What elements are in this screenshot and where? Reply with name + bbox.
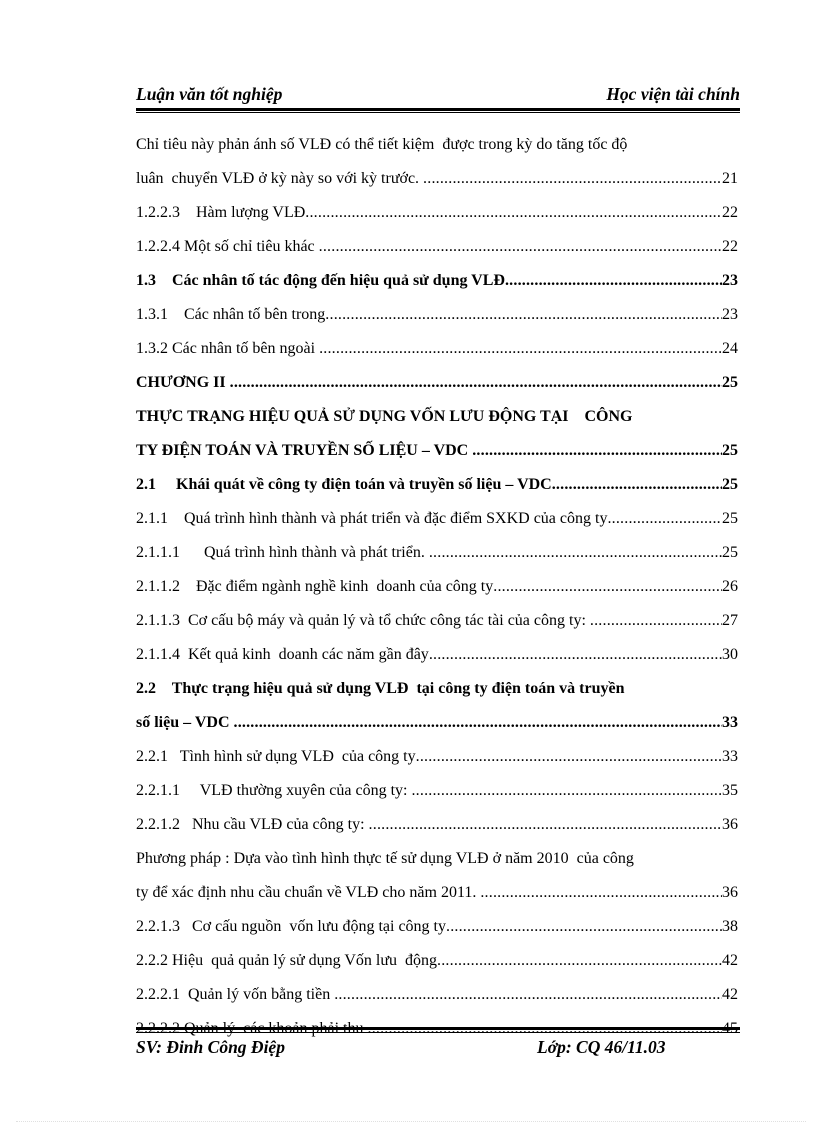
toc-entry-title: 2.1.1 Quá trình hình thành và phát triển và đặc điểm SXKD của công ty: [136, 510, 608, 527]
toc-dot-leader: [429, 536, 722, 570]
toc-page-number: 22: [722, 204, 738, 221]
toc-page-number: 25: [722, 374, 738, 391]
toc-entry[interactable]: [136, 400, 738, 434]
toc-dot-leader: [446, 910, 722, 944]
toc-entry-title: 2.2.1.3 Cơ cấu nguồn vốn lưu động tại công ty: [136, 918, 446, 935]
toc-entry[interactable]: [136, 842, 738, 876]
header-institution: Học viện tài chính: [606, 84, 740, 104]
toc-entry-title: Chỉ tiêu này phản ánh số VLĐ có thể tiết kiệm được trong kỳ do tăng tốc độ: [136, 136, 628, 153]
toc-entry[interactable]: [136, 196, 738, 230]
toc-page-number: 25: [722, 442, 738, 459]
toc-dot-leader: [472, 434, 722, 468]
footer-rule-thick: [136, 1027, 740, 1030]
toc-dot-leader: [505, 264, 722, 298]
toc-page-number: 23: [722, 306, 738, 323]
toc-dot-leader: [319, 332, 722, 366]
toc-entry-title: 2.1.1.4 Kết quả kinh doanh các năm gần đây: [136, 646, 429, 663]
header-thesis-title: Luận văn tốt nghiệp: [136, 84, 283, 104]
toc-entry-title: 1.3.1 Các nhân tố bên trong: [136, 306, 326, 323]
toc-dot-leader: [480, 876, 722, 910]
toc-page-number: 24: [722, 340, 738, 357]
toc-dot-leader: [411, 774, 722, 808]
toc-entry[interactable]: [136, 944, 738, 978]
toc-page-number: 42: [722, 952, 738, 969]
toc-dot-leader: [493, 570, 722, 604]
toc-entry-title: 2.1.1.2 Đặc điểm ngành nghề kinh doanh của công ty: [136, 578, 494, 595]
toc-entry[interactable]: [136, 502, 738, 536]
toc-entry-title: 2.1.1.1 Quá trình hình thành và phát triển.: [136, 544, 429, 561]
toc-entry-title: luân chuyển VLĐ ở kỳ này so với kỳ trước.: [136, 170, 424, 187]
toc-dot-leader: [416, 740, 722, 774]
toc-dot-leader: [429, 638, 722, 672]
toc-page-number: 21: [722, 170, 738, 187]
footer-rule-thin: [136, 1032, 740, 1033]
toc-page-number: 38: [722, 918, 738, 935]
toc-dot-leader: [319, 230, 722, 264]
toc-dot-leader: [437, 944, 722, 978]
toc-entry[interactable]: [136, 264, 738, 298]
toc-entry-title: 2.2.1 Tình hình sử dụng VLĐ của công ty: [136, 748, 416, 765]
toc-entry[interactable]: [136, 910, 738, 944]
toc-entry[interactable]: [136, 298, 738, 332]
toc-entry[interactable]: [136, 774, 738, 808]
toc-page-number: 33: [722, 714, 738, 731]
toc-entry-title: 2.1.1.3 Cơ cấu bộ máy và quản lý và tổ chức công tác tài của công ty:: [136, 612, 590, 629]
toc-page-number: 23: [722, 272, 738, 289]
toc-dot-leader: [230, 366, 722, 400]
toc-entry[interactable]: [136, 162, 738, 196]
toc-page-number: 30: [722, 646, 738, 663]
toc-entry[interactable]: [136, 366, 738, 400]
toc-page-number: 25: [722, 544, 738, 561]
toc-entry[interactable]: [136, 740, 738, 774]
toc-page-number: 25: [722, 476, 738, 493]
toc-page-number: 26: [722, 578, 738, 595]
toc-page-number: 36: [722, 816, 738, 833]
toc-dot-leader: [607, 502, 722, 536]
toc-dot-leader: [552, 468, 722, 502]
toc-page-number: 35: [722, 782, 738, 799]
toc-entry[interactable]: [136, 706, 738, 740]
page-footer: [136, 1037, 740, 1065]
toc-entry-title: số liệu – VDC: [136, 714, 234, 731]
toc-entry-title: 1.3 Các nhân tố tác động đến hiệu quả sử dụng VLĐ: [136, 272, 505, 289]
toc-entry-title: 2.2.2.1 Quản lý vốn bằng tiền: [136, 986, 335, 1003]
toc-page-number: 42: [722, 986, 738, 1003]
toc-page-number: 36: [722, 884, 738, 901]
toc-entry-title: 2.2.1.2 Nhu cầu VLĐ của công ty:: [136, 816, 369, 833]
toc-entry-title: 1.2.2.4 Một số chỉ tiêu khác: [136, 238, 319, 255]
toc-entry[interactable]: [136, 672, 738, 706]
toc-page-number: 25: [722, 510, 738, 527]
footer-class-code: Lớp: CQ 46/11.03: [537, 1037, 666, 1057]
toc-dot-leader: [590, 604, 722, 638]
toc-entry[interactable]: [136, 468, 738, 502]
toc-page-number: 22: [722, 238, 738, 255]
toc-entry-title: CHƯƠNG II: [136, 374, 230, 391]
footer-student-name: SV: Đinh Công Điệp: [136, 1037, 285, 1057]
toc-entry[interactable]: [136, 808, 738, 842]
toc-entry[interactable]: [136, 230, 738, 264]
toc-entry[interactable]: [136, 332, 738, 366]
toc-entry-title: ty để xác định nhu cầu chuẩn về VLĐ cho năm 2011.: [136, 884, 481, 901]
toc-dot-leader: [334, 978, 722, 1012]
header-rule-thick: [136, 108, 740, 111]
toc-entry-title: 2.2.1.1 VLĐ thường xuyên của công ty:: [136, 782, 412, 799]
toc-dot-leader: [234, 706, 723, 740]
toc-page-number: 33: [722, 748, 738, 765]
toc-dot-leader: [423, 162, 722, 196]
toc-entry-title: 1.3.2 Các nhân tố bên ngoài: [136, 340, 320, 357]
toc-entry[interactable]: [136, 638, 738, 672]
toc-entry[interactable]: [136, 570, 738, 604]
toc-entry-title: TY ĐIỆN TOÁN VÀ TRUYỀN SỐ LIỆU – VDC: [136, 442, 473, 459]
toc-page-number: 27: [722, 612, 738, 629]
toc-entry[interactable]: [136, 604, 738, 638]
toc-entry[interactable]: [136, 536, 738, 570]
toc-entry[interactable]: [136, 876, 738, 910]
toc-entry-title: THỰC TRẠNG HIỆU QUẢ SỬ DỤNG VỐN LƯU ĐỘNG TẠI CÔNG: [136, 408, 633, 425]
toc-dot-leader: [369, 808, 722, 842]
toc-entry[interactable]: [136, 434, 738, 468]
toc-dot-leader: [325, 298, 722, 332]
toc-dot-leader: [305, 196, 722, 230]
toc-entry-title: Phương pháp : Dựa vào tình hình thực tế sử dụng VLĐ ở năm 2010 của công: [136, 850, 634, 867]
toc-entry[interactable]: [136, 978, 738, 1012]
table-of-contents: [136, 128, 738, 1046]
toc-entry-title: 2.2 Thực trạng hiệu quả sử dụng VLĐ tại công ty điện toán và truyền: [136, 680, 625, 697]
header-rule-thin: [136, 112, 740, 113]
toc-entry-title: 1.2.2.3 Hàm lượng VLĐ: [136, 204, 306, 221]
toc-entry-title: 2.1 Khái quát về công ty điện toán và truyền số liệu – VDC: [136, 476, 552, 493]
toc-entry[interactable]: [136, 128, 738, 162]
toc-entry-title: 2.2.2 Hiệu quả quản lý sử dụng Vốn lưu động: [136, 952, 438, 969]
